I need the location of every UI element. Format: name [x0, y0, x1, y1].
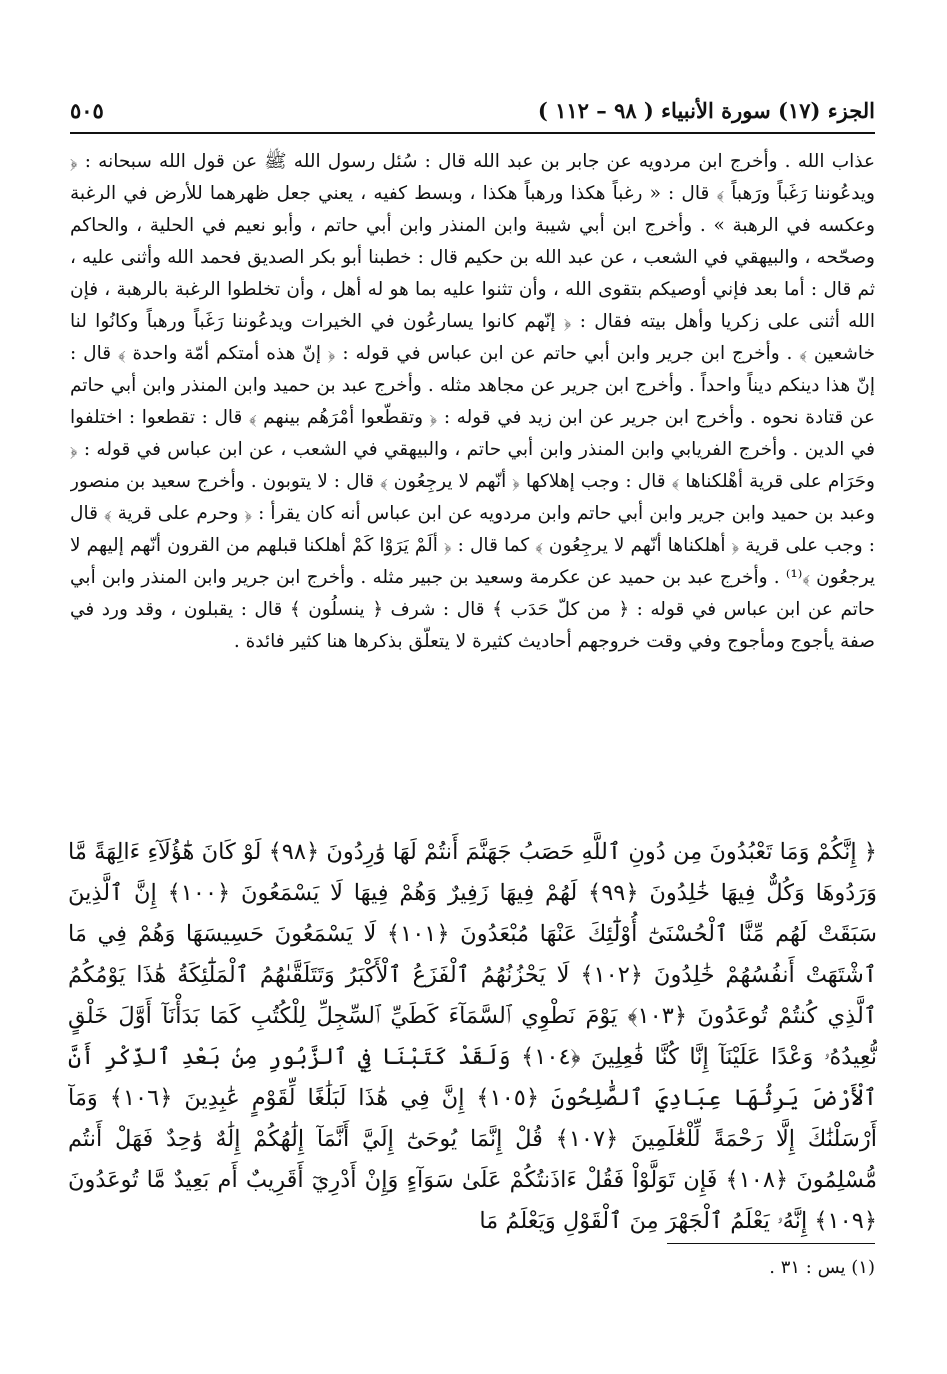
- running-title: الجزء (١٧) سورة الأنبياء ( ٩٨ – ١١٢ ): [537, 98, 875, 123]
- commentary-block: [70, 146, 875, 826]
- verses-text: ﴿ إِنَّكُمْ وَمَا تَعْبُدُونَ مِن دُونِ ٱللَّهِ حَصَبُ جَهَنَّمَ أَنتُمْ لَهَا وَٰرِدُونَ ﴿٩٨﴾ لَوْ كَانَ هَٰٓؤُلَآءِ ءَالِهَةً مَّا وَرَدُوهَا وَكُلٌّ فِيهَا خَٰلِدُونَ ﴿٩٩﴾ لَهُمْ فِيهَا زَفِيرٌ وَهُمْ فِيهَا لَا يَسْمَعُونَ ﴿١٠٠﴾ إِنَّ ٱلَّذِينَ سَبَقَتْ لَهُم مِّنَّا ٱلْحُسْنَىٰٓ أُوْلَٰٓئِكَ عَنْهَا مُبْعَدُونَ ﴿١٠١﴾ لَا يَسْمَعُونَ حَسِيسَهَا وَهُمْ فِي مَا ٱشْتَهَتْ أَنفُسُهُمْ خَٰلِدُونَ ﴿١٠٢﴾ لَا يَحْزُنُهُمُ ٱلْفَزَعُ ٱلْأَكْبَرُ وَتَتَلَقَّىٰهُمُ ٱلْمَلَٰٓئِكَةُ هَٰذَا يَوْمُكُمُ ٱلَّذِي كُنتُمْ تُوعَدُونَ ﴿١٠٣﴾ يَوْمَ نَطْوِي ٱلسَّمَآءَ كَطَيِّ ٱلسِّجِلِّ لِلْكُتُبِ كَمَا بَدَأْنَآ أَوَّلَ خَلْقٍ نُّعِيدُهُۥ وَعْدًا عَلَيْنَآ إِنَّا كُنَّا فَٰعِلِينَ ﴿١٠٤﴾ وَلَقَدْ كَتَبْنَا فِي ٱلزَّبُورِ مِنۢ بَعْدِ ٱلذِّكْرِ أَنَّ ٱلْأَرْضَ يَرِثُهَا عِبَادِيَ ٱلصَّٰلِحُونَ ﴿١٠٥﴾ إِنَّ فِي هَٰذَا لَبَلَٰغًا لِّقَوْمٍ عَٰبِدِينَ ﴿١٠٦﴾ وَمَآ أَرْسَلْنَٰكَ إِلَّا رَحْمَةً لِّلْعَٰلَمِينَ ﴿١٠٧﴾ قُلْ إِنَّمَا يُوحَىٰٓ إِلَيَّ أَنَّمَآ إِلَٰهُكُمْ إِلَٰهٌ وَٰحِدٌ فَهَلْ أَنتُم مُّسْلِمُونَ ﴿١٠٨﴾ فَإِن تَوَلَّوْاْ فَقُلْ ءَاذَنتُكُمْ عَلَىٰ سَوَآءٍ وَإِنْ أَدْرِيٓ أَقَرِيبٌ أَم بَعِيدٌ مَّا تُوعَدُونَ ﴿١٠٩﴾ إِنَّهُۥ يَعْلَمُ ٱلْجَهْرَ مِنَ ٱلْقَوْلِ وَيَعْلَمُ مَا: [68, 839, 877, 1234]
- page-header: [70, 96, 875, 130]
- header-rule: [70, 132, 875, 134]
- footnote-rule: [667, 1243, 875, 1244]
- commentary-text: عذاب الله . وأخرج ابن مردويه عن جابر بن عبد الله قال : سُئل رسول الله ﷺ عن قول الله سبحانه : ﴿ ويدعُوننا رَغَباً ورَهباً ﴾ قال : « رغباً هكذا ورهباً هكذا ، وبسط كفيه ، يعني جعل ظهرهما للأرض في الرغبة وعكسه في الرهبة » . وأخرج ابن أبي شيبة وابن المنذر وابن أبي حاتم ، وأبو نعيم في الحلية ، والحاكم وصحّحه ، والبيهقي في الشعب ، عن عبد الله بن حكيم قال : خطبنا أبو بكر الصديق فحمد الله وأثنى عليه ، ثم قال : أما بعد فإني أوصيكم بتقوى الله ، وأن تثنوا عليه بما هو له أهل ، وأن تخلطوا الرغبة بالرهبة ، فإن الله أثنى على زكريا وأهل بيته فقال : ﴿ إنّهم كانوا يسارعُون في الخيرات ويدعُوننا رَغَباً ورهباً وكانُوا لنا خاشعين ﴾ . وأخرج ابن جرير وابن أبي حاتم عن ابن عباس في قوله : ﴿ إنّ هذه أمتكم أمّة واحدة ﴾ قال : إنّ هذا دينكم ديناً واحداً . وأخرج ابن جرير عن مجاهد مثله . وأخرج عبد بن حميد وابن المنذر وابن أبي حاتم عن قتادة نحوه . وأخرج ابن جرير عن ابن زيد في قوله : ﴿ وتقطّعوا أمْرَهُم بينهم ﴾ قال : تقطعوا : اختلفوا في الدين . وأخرج الفريابي وابن المنذر وابن أبي حاتم ، والبيهقي في الشعب ، عن ابن عباس في قوله : ﴿ وحَرَام على قرية أهْلكناها ﴾ قال : وجب إهلاكها ﴿ أنّهم لا يرجِعُون ﴾ قال : لا يتوبون . وأخرج سعيد بن منصور وعبد بن حميد وابن جرير وابن أبي حاتم وابن مردويه عن ابن عباس أنه كان يقرأ : ﴿ وحرم على قرية ﴾ قال : وجب على قرية ﴿ أهلكناها أنّهم لا يرجِعُون ﴾ كما قال : ﴿ ألَمْ يَرَوْا كَمْ أهلكنا قبلهم من القرون أنّهم إليهم لا يرجعُون ﴾⁽¹⁾ . وأخرج عبد بن حميد عن عكرمة وسعيد بن جبير مثله . وأخرج ابن جرير وابن المنذر وابن أبي حاتم عن ابن عباس في قوله : ﴿ من كلّ حَدَب ﴾ قال : شرف ﴿ ينسلُون ﴾ قال : يقبلون ، وقد ورد في صفة يأجوج ومأجوج وفي وقت خروجهم أحاديث كثيرة لا يتعلّق بذكرها هنا كثير فائدة .: [70, 151, 875, 652]
- footnote: (١) يس : ٣١ .: [769, 1257, 875, 1278]
- quran-verses-block: [68, 832, 877, 1242]
- page-number: ٥٠٥: [70, 98, 104, 123]
